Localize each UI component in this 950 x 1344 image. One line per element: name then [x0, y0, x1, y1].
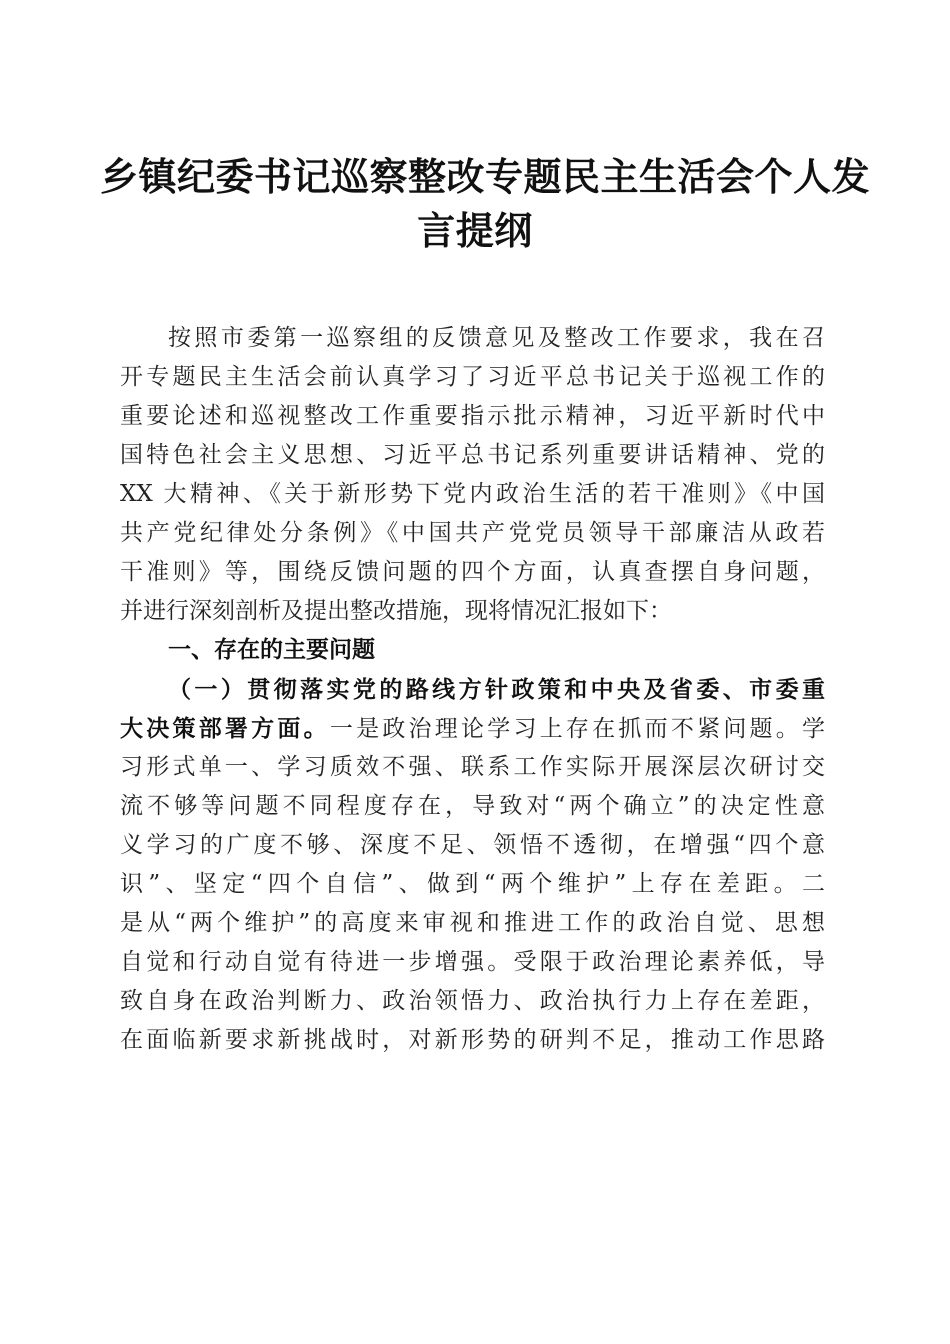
paragraph-line: 共产党纪律处分条例》《中国共产党党员领导干部廉洁从政若 [120, 520, 825, 546]
paragraph-line: XX 大精神、《关于新形势下党内政治生活的若干准则》《中国 [120, 481, 825, 507]
paragraph-line: 重要论述和巡视整改工作重要指示批示精神，习近平新时代中 [120, 403, 825, 429]
paragraph-line: 干准则》等，围绕反馈问题的四个方面，认真查摆自身问题， [120, 559, 825, 585]
paragraph-line [120, 709, 825, 748]
document-body [120, 319, 825, 1060]
paragraph-line: 并进行深刻剖析及提出整改措施，现将情况汇报如下： [120, 598, 672, 624]
paragraph-line: 致自身在政治判断力、政治领悟力、政治执行力上存在差距， [120, 988, 825, 1014]
paragraph-line: 识”、坚定“四个自信”、做到“两个维护”上存在差距。二 [120, 871, 825, 897]
paragraph-text: 一是政治理论学习上存在抓而不紧问题。学 [329, 716, 825, 742]
paragraph-line: 是从“两个维护”的高度来审视和推进工作的政治自觉、思想 [120, 910, 825, 936]
paragraph-line: 自觉和行动自觉有待进一步增强。受限于政治理论素养低，导 [120, 949, 825, 975]
paragraph-line: 国特色社会主义思想、习近平总书记系列重要讲话精神、党的 [120, 442, 825, 468]
title-line-1: 乡镇纪委书记巡察整改专题民主生活会个人发 [100, 154, 871, 199]
document-title [100, 150, 871, 258]
title-line-2: 言提纲 [417, 208, 533, 253]
paragraph-line: 流不够等问题不同程度存在，导致对“两个确立”的决定性意 [120, 793, 825, 819]
paragraph-line: 在面临新要求新挑战时，对新形势的研判不足，推动工作思路 [120, 1027, 825, 1053]
paragraph-line: 习形式单一、学习质效不强、联系工作实际开展深层次研讨交 [120, 754, 825, 780]
section-heading: 一、存在的主要问题 [168, 637, 375, 663]
paragraph-line: 义学习的广度不够、深度不足、领悟不透彻，在增强“四个意 [120, 832, 825, 858]
subsection-heading: （一）贯彻落实党的路线方针政策和中央及省委、市委重 [168, 676, 825, 703]
subsection-heading-continued: 大决策部署方面。 [120, 715, 330, 742]
paragraph-line: 开专题民主生活会前认真学习了习近平总书记关于巡视工作的 [120, 364, 825, 390]
paragraph-line: 按照市委第一巡察组的反馈意见及整改工作要求，我在召 [168, 325, 825, 351]
